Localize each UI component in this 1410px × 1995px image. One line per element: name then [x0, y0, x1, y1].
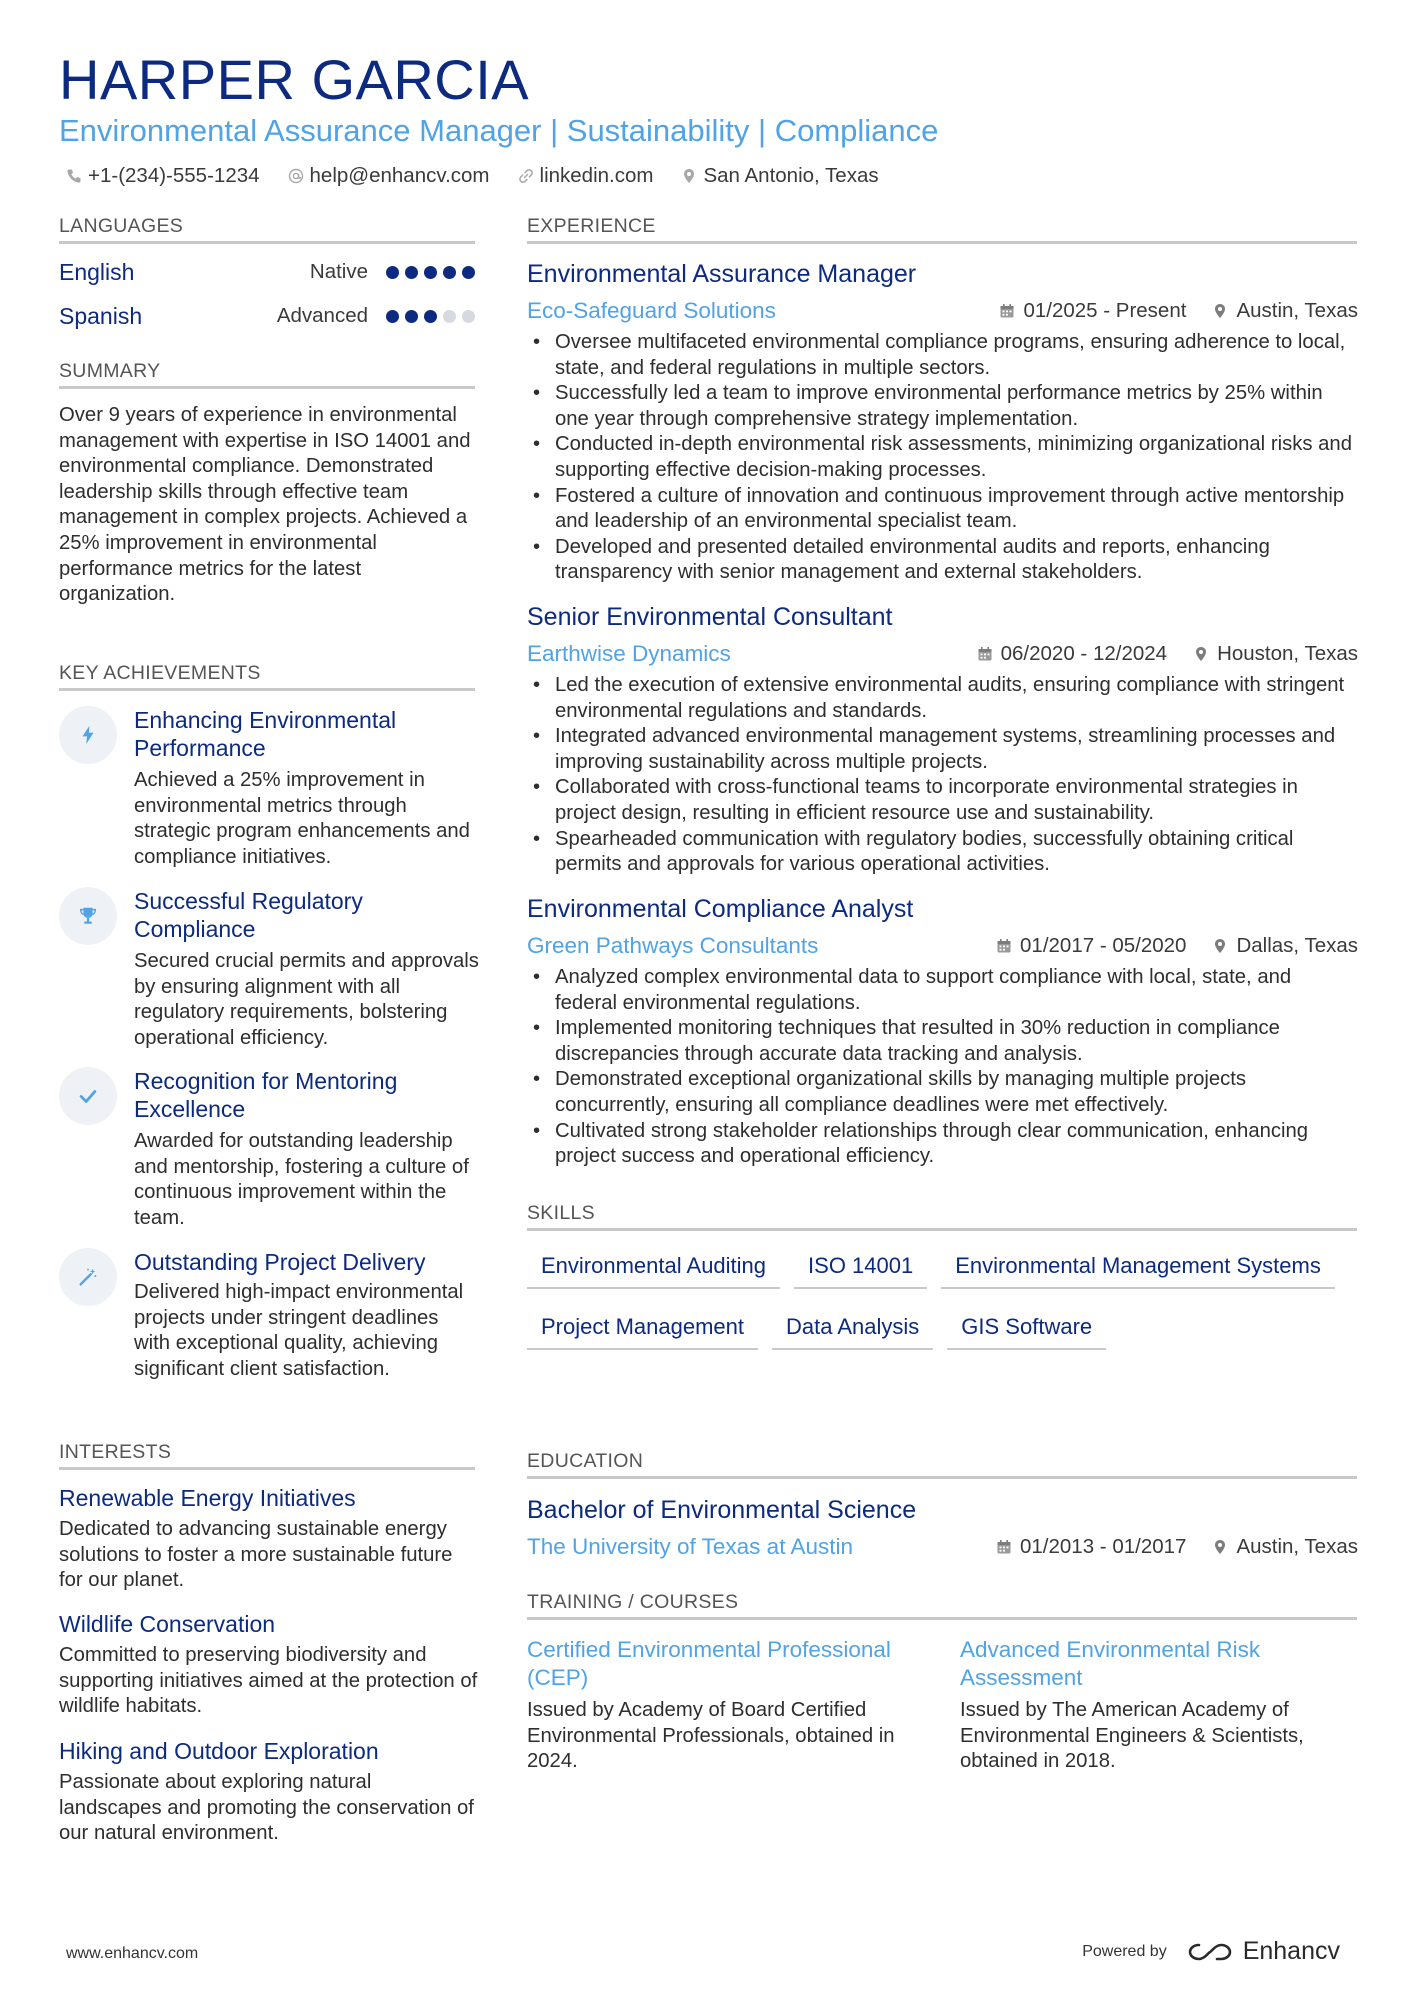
skill-tag: Project Management: [527, 1309, 758, 1350]
contact-phone: [66, 163, 260, 189]
achievement-icon-badge: [59, 1248, 117, 1306]
contact-location: [681, 163, 878, 189]
interest-title: Hiking and Outdoor Exploration: [59, 1738, 379, 1764]
job-location-text: Houston, Texas: [1217, 642, 1358, 665]
interest-title: Wildlife Conservation: [59, 1611, 276, 1637]
skills-list: [527, 1248, 1357, 1350]
rating-dot-filled: [386, 266, 399, 279]
job-location: [1212, 298, 1358, 324]
training-heading: TRAINING / COURSES: [527, 1591, 1357, 1620]
enhancv-logo-text: Enhancv: [1242, 1937, 1340, 1965]
course-title: Certified Environmental Professional (CEP): [527, 1637, 891, 1690]
rating-dot-empty: [443, 310, 456, 323]
phone-icon: [66, 168, 82, 184]
job-location: [1212, 933, 1358, 959]
achievement-desc: Secured crucial permits and approvals by ensuring alignment with all regulatory requirements, bolstering operational efficiency.: [134, 950, 479, 1049]
course-title: Advanced Environmental Risk Assessment: [960, 1637, 1261, 1690]
trophy-icon: [77, 905, 99, 927]
job-bullet: • Led the execution of extensive environmental audits, ensuring compliance with stringent environmental regulations and standards.: [527, 673, 1357, 724]
candidate-name: HARPER GARCIA: [59, 48, 530, 111]
education-meta: [996, 1534, 1358, 1560]
achievement-desc: Awarded for outstanding leadership and mentorship, fostering a culture of continuous improvement within the team.: [134, 1130, 469, 1229]
course-item: [960, 1636, 1370, 1775]
job-location: [1193, 641, 1358, 667]
job-title: Environmental Compliance Analyst: [527, 895, 914, 923]
school-name: The University of Texas at Austin: [527, 1534, 853, 1559]
interests-heading: INTERESTS: [59, 1441, 475, 1470]
rating-dot-filled: [424, 266, 437, 279]
job-bullet: • Developed and presented detailed environmental audits and reports, enhancing transparency with senior management and external stakeholders.: [527, 535, 1357, 586]
rating-dot-filled: [405, 266, 418, 279]
skill-tag: GIS Software: [947, 1309, 1106, 1350]
rating-dot-empty: [462, 310, 475, 323]
job-meta: [999, 298, 1358, 324]
interest-desc: Committed to preserving biodiversity and supporting initiatives aimed at the protection of wildlife habitats.: [59, 1644, 478, 1718]
rating-dot-filled: [443, 266, 456, 279]
skill-tag: ISO 14001: [794, 1248, 927, 1289]
achievement-icon-badge: [59, 706, 117, 764]
job-location-text: Austin, Texas: [1236, 299, 1358, 322]
summary-text: Over 9 years of experience in environmental management with expertise in ISO 14001 and environmental compliance. Demonstrated leadership skills through effective team management in complex projects. Achieved a 25% improvement in environmental performance metrics for the latest organization.: [59, 404, 471, 606]
language-name: Spanish: [59, 303, 143, 329]
key-achievements-heading: KEY ACHIEVEMENTS: [59, 662, 475, 691]
language-level: Native: [309, 260, 368, 283]
rating-dot-filled: [405, 310, 418, 323]
education-location-text: Austin, Texas: [1236, 1535, 1358, 1558]
footer-website[interactable]: www.enhancv.com: [66, 1945, 199, 1962]
checkmark-icon: [77, 1085, 99, 1107]
linkedin-text: linkedin.com: [539, 164, 654, 187]
language-rating: [386, 266, 475, 279]
language-name: English: [59, 259, 135, 285]
education-dates: [996, 1534, 1186, 1560]
job-bullet: • Cultivated strong stakeholder relationships through clear communication, enhancing project success and operational efficiency.: [527, 1119, 1357, 1170]
interest-title: Renewable Energy Initiatives: [59, 1485, 356, 1511]
calendar-icon: [999, 303, 1015, 319]
job-meta: [977, 641, 1358, 667]
language-row: [59, 302, 475, 330]
summary-heading: SUMMARY: [59, 360, 475, 389]
course-desc: Issued by Academy of Board Certified Environmental Professionals, obtained in 2024.: [527, 1699, 895, 1773]
experience-heading: EXPERIENCE: [527, 215, 1357, 244]
job-dates-text: 06/2020 - 12/2024: [1000, 642, 1168, 665]
skills-heading: SKILLS: [527, 1202, 1357, 1231]
job-bullets: [527, 330, 1357, 586]
job-title: Senior Environmental Consultant: [527, 603, 893, 631]
interest-desc: Dedicated to advancing sustainable energy solutions to foster a more sustainable future for our planet.: [59, 1518, 453, 1592]
contact-email[interactable]: [288, 163, 490, 189]
achievement-title: Enhancing Environmental Performance: [134, 707, 397, 761]
link-icon: [518, 168, 534, 184]
company-name: Green Pathways Consultants: [527, 933, 819, 958]
footer-branding: [1082, 1937, 1340, 1966]
language-rating: [386, 310, 475, 323]
location-pin-icon: [1212, 938, 1228, 954]
interest-desc: Passionate about exploring natural landscapes and promoting the conservation of our natural environment.: [59, 1771, 474, 1845]
job-dates: [999, 298, 1186, 324]
skill-tag: Data Analysis: [772, 1309, 933, 1350]
job-dates-text: 01/2017 - 05/2020: [1020, 934, 1187, 957]
job-bullet: • Oversee multifaceted environmental compliance programs, ensuring adherence to local, state, and federal regulations in multiple sectors.: [527, 330, 1357, 381]
at-icon: [288, 168, 304, 184]
phone-text: +1-(234)-555-1234: [88, 164, 260, 187]
lightning-icon: [77, 724, 99, 746]
company-name: Earthwise Dynamics: [527, 641, 731, 666]
job-bullet: • Spearheaded communication with regulatory bodies, successfully obtaining critical permits and approvals for various operational activities.: [527, 827, 1357, 878]
job-dates-text: 01/2025 - Present: [1023, 299, 1187, 322]
skill-tag: Environmental Management Systems: [941, 1248, 1335, 1289]
job-dates: [996, 933, 1186, 959]
course-desc: Issued by The American Academy of Environmental Engineers & Scientists, obtained in 2018.: [960, 1699, 1304, 1773]
achievement-title: Recognition for Mentoring Excellence: [134, 1068, 398, 1122]
candidate-title: Environmental Assurance Manager | Sustainability | Compliance: [59, 113, 939, 148]
job-meta: [996, 933, 1358, 959]
achievement-icon-badge: [59, 887, 117, 945]
job-bullets: [527, 673, 1357, 878]
education-heading: EDUCATION: [527, 1450, 1357, 1479]
calendar-icon: [996, 938, 1012, 954]
location-pin-icon: [1193, 646, 1209, 662]
education-dates-text: 01/2013 - 01/2017: [1020, 1535, 1187, 1558]
email-text: help@enhancv.com: [309, 164, 490, 187]
rating-dot-filled: [424, 310, 437, 323]
contact-linkedin[interactable]: [518, 163, 654, 189]
education-location: [1212, 1534, 1358, 1560]
contact-bar: [66, 163, 879, 189]
achievement-title: Outstanding Project Delivery: [134, 1249, 426, 1275]
magic-wand-icon: [77, 1266, 99, 1288]
location-text: San Antonio, Texas: [703, 164, 879, 187]
calendar-icon: [977, 646, 993, 662]
job-dates: [977, 641, 1167, 667]
rating-dot-filled: [386, 310, 399, 323]
achievement-icon-badge: [59, 1067, 117, 1125]
calendar-icon: [996, 1539, 1012, 1555]
job-bullet: • Fostered a culture of innovation and continuous improvement through active mentorship and leadership of an environmental specialist team.: [527, 484, 1357, 535]
job-bullet: • Conducted in-depth environmental risk assessments, minimizing organizational risks and supporting effective decision-making processes.: [527, 432, 1357, 483]
powered-by-text: Powered by: [1082, 1942, 1167, 1960]
achievement-title: Successful Regulatory Compliance: [134, 888, 363, 942]
job-bullets: [527, 965, 1357, 1170]
job-bullet: • Collaborated with cross-functional teams to incorporate environmental strategies in project design, resulting in efficient resource use and sustainability.: [527, 775, 1357, 826]
rating-dot-filled: [462, 266, 475, 279]
job-location-text: Dallas, Texas: [1236, 934, 1358, 957]
job-bullet: • Implemented monitoring techniques that resulted in 30% reduction in compliance discrepancies through accurate data tracking and analysis.: [527, 1016, 1357, 1067]
company-name: Eco-Safeguard Solutions: [527, 298, 776, 323]
degree-title: Bachelor of Environmental Science: [527, 1496, 917, 1524]
location-pin-icon: [1212, 1539, 1228, 1555]
language-row: [59, 258, 475, 286]
enhancv-logo[interactable]: [1187, 1937, 1340, 1966]
job-bullet: • Analyzed complex environmental data to support compliance with local, state, and federal environmental regulations.: [527, 965, 1357, 1016]
course-item: [527, 1636, 937, 1775]
enhancv-logo-icon: [1187, 1941, 1233, 1963]
language-level: Advanced: [276, 304, 368, 327]
achievement-desc: Achieved a 25% improvement in environmental metrics through strategic program enhancements and compliance initiatives.: [134, 769, 470, 868]
languages-heading: LANGUAGES: [59, 215, 475, 244]
achievement-desc: Delivered high-impact environmental projects under stringent deadlines with exceptional quality, achieving significant client satisfaction.: [134, 1281, 464, 1380]
job-bullet: • Successfully led a team to improve environmental performance metrics by 25% within one year through comprehensive strategy implementation.: [527, 381, 1357, 432]
job-title: Environmental Assurance Manager: [527, 260, 917, 288]
job-bullet: • Integrated advanced environmental management systems, streamlining processes and improving sustainability across multiple projects.: [527, 724, 1357, 775]
job-bullet: • Demonstrated exceptional organizational skills by managing multiple projects concurrently, ensuring all compliance deadlines were met effectively.: [527, 1067, 1357, 1118]
location-pin-icon: [681, 168, 697, 184]
location-pin-icon: [1212, 303, 1228, 319]
skill-tag: Environmental Auditing: [527, 1248, 780, 1289]
